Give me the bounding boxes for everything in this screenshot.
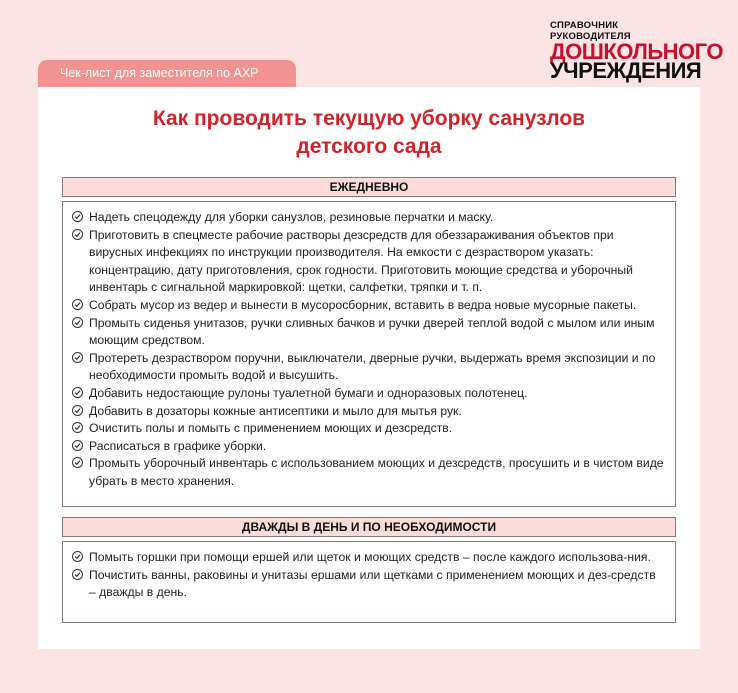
brand-line-2: ДОШКОЛЬНОГО — [550, 39, 723, 64]
check-circle-icon — [72, 569, 83, 580]
checklist-item-text: Собрать мусор из ведер и вынести в мусоросборник, вставить в ведра новые мусорные пакеты. — [89, 297, 637, 312]
check-circle-icon — [72, 352, 83, 363]
checklist-card — [38, 87, 700, 649]
checklist-item — [72, 438, 665, 456]
checklist-item-text: Очистить полы и помыть с применением моющих и дезсредств. — [89, 421, 453, 436]
checklist-daily — [63, 202, 675, 491]
checklist-item — [72, 420, 665, 438]
checklist-item — [72, 315, 665, 350]
checklist-twice-daily — [63, 542, 675, 602]
checklist-item — [72, 567, 665, 602]
section-heading-twice-daily: ДВАЖДЫ В ДЕНЬ И ПО НЕОБХОДИМОСТИ — [62, 517, 676, 537]
checklist-item — [72, 385, 665, 403]
checklist-item-text: Приготовить в спецместе рабочие растворы дезсредств для обеззараживания объектов при вирусных инфекциях по инструкции производителя. На емкости с дезраствором указать: концентрацию, дату приготовления, срок годности. Приготовить моющие средства и уборочный инвентарь с сигнальной маркировкой: щетки, салфетки, тряпки и т. п. — [89, 227, 633, 295]
brand-line-3: УЧРЕЖДЕНИЯ — [550, 58, 702, 83]
checklist-item-text: Добавить в дозаторы кожные антисептики и мыло для мытья рук. — [89, 403, 462, 418]
check-circle-icon — [72, 299, 83, 310]
check-circle-icon — [72, 229, 83, 240]
check-circle-icon — [72, 211, 83, 222]
checklist-item — [72, 297, 665, 315]
checklist-item-text: Помыть горшки при помощи ершей или щеток и моющих средств – после каждого использова-ния. — [89, 550, 651, 564]
checklist-item — [72, 227, 665, 297]
page-title — [38, 105, 700, 161]
title-line-2: детского сада — [296, 135, 442, 158]
check-circle-icon — [72, 422, 83, 433]
checklist-item-text: Промыть уборочный инвентарь с использованием моющих и дезсредств, просушить и в чистом виде убрать в место хранения. — [89, 456, 664, 488]
check-circle-icon — [72, 440, 83, 451]
section-heading-daily: ЕЖЕДНЕВНО — [62, 177, 676, 197]
checklist-item — [72, 549, 665, 567]
check-circle-icon — [72, 405, 83, 416]
section-daily — [62, 201, 676, 507]
checklist-item — [72, 403, 665, 421]
check-circle-icon — [72, 317, 83, 328]
checklist-item — [72, 350, 665, 385]
checklist-tag: Чек-лист для заместителя по АХР — [38, 60, 296, 87]
check-circle-icon — [72, 457, 83, 468]
checklist-item-text: Надеть спецодежду для уборки санузлов, резиновые перчатки и маску. — [89, 210, 494, 224]
checklist-item-text: Расписаться в графике уборки. — [89, 438, 267, 453]
title-line-1: Как проводить текущую уборку санузлов — [152, 107, 586, 130]
section-twice-daily — [62, 541, 676, 623]
brand-line-1: СПРАВОЧНИК РУКОВОДИТЕЛЯ — [550, 20, 631, 42]
checklist-item — [72, 209, 665, 227]
checklist-item-text: Протереть дезраствором поручни, выключатели, дверные ручки, выдержать время экспозиции и по необходимости промыть водой и высушить. — [89, 350, 656, 383]
checklist-item-text: Промыть сиденья унитазов, ручки сливных бачков и ручки дверей теплой водой с мылом или иным моющим средством. — [89, 315, 655, 348]
checklist-item-text: Добавить недостающие рулоны туалетной бумаги и одноразовых полотенец. — [89, 385, 528, 400]
checklist-item — [72, 455, 665, 490]
checklist-item-text: Почистить ванны, раковины и унитазы ершами или щетками с применением моющих и дез-средств – дважды в день. — [89, 567, 656, 600]
check-circle-icon — [72, 387, 83, 398]
check-circle-icon — [72, 551, 83, 562]
brand-logo — [550, 20, 723, 83]
